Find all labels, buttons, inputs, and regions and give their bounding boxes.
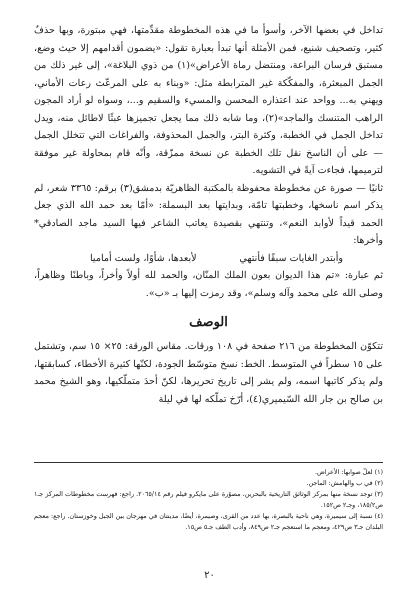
poem-verse <box>34 250 383 268</box>
description-paragraph: تتكوّن المخطوطة من ٢١٦ صفحة في ١٠٨ ورقات. مقاس الورقة: ٢٥× ١٥ سم، وتشتمل على ١٥ سطراً في المتوسط. الخط: نسخ متوسّط الجودة، لكنّها كثيرة الأخطاء، كسابقتها، ولم يذكر كاتبها اسمه، ولم يشر إلى تاريخ تحريرها، لكنّ أحدَ متملّكيها، وهو الشيخ محمد بن صالح بن جار الله السّيميري(٤)، أرّخ تملّكه لها في ليلة <box>34 341 383 405</box>
verse-first-hemistich: وأبتدر الغايات سبقًا فأنتهي <box>239 252 343 264</box>
closing-paragraph: ثم عبارة: «تم هذا الديوان بعون الملك المنّان، والحمد لله أولاً وأخراً، وباطنًا وظاهراً، وصلى الله على محمد وآله وسلم»، وقد رمزت إليها بـ «ب». <box>34 270 383 299</box>
verse-second-hemistich: لأبعدها، شأوًا، ولست أماميا <box>90 252 197 264</box>
footnotes <box>34 462 383 533</box>
page-number: ٢٠ <box>204 570 215 581</box>
intro-paragraph: تداخل في بعضها الآخر، وأسوأ ما في هذه المخطوطة مقدِّمتها، فهي مبتورة، وبها حذفٌ كثير، وتصحيف شنيع، فمن الأمثلة أنها تبدأ بعبارة تقول: «يضمون أقدامهم إلا حيث وضع، مستبق فرسان البراعة، ومنتضل رماة الأعراض»(١) من ذوي البلاغة»، إلى غير ذلك من الجمل المبعثرة، والمفكّكة غير المترابطة مثل: «وبناء به على المرعّث رعات الأماني، ويهني به... وواحد عند اعتذاره المحسن والمسيء والسقيم و...، وسواه لو أراد المجون الراهب المتنسك والماجد»(٢)، وما شابه ذلك مما يجعل تجميزها عبثًا لاطائل منه، ويدل تداخل الجمل في الخطبة، وكثرة البتر، والجمل المحذوفة، والفراغات التي تتخلل الجمل — على أن الناسخ نقل تلك الخطبة عن نسخة ممزّقة، وأنّه قام بمحاولة غير موفقة لترميمها، فجاءت آيةً في التشويه. <box>34 25 383 176</box>
footnote: (٢) في ب والهامش: الماجن. <box>306 479 383 487</box>
section-title: الوصف <box>189 315 228 330</box>
second-paragraph: ثانيًا — صورة عن مخطوطة محفوظة بالمكتبة الظاهريّة بدمشق(٣) برقم: ٣٣٦٥ شعر، لم يذكر اسم ناسخها، وخطبتها تامّة، وبدايتها بعد البسملة: «أمّا بعد حمد الله الذي جعل الحمد قيداً لأوابد النعم»، وتنتهي بقصيدة يعاتب الشاعر فيها السيد ماجد الصادقي* وأخرها: <box>34 182 384 246</box>
footnote: (٣) توجد نسخة منها بمركز الوثائق التاريخية بالبحرين، مصوّرة على مايكرو فيلم رقم ٢٠٦٥/١٤. راجع: فهرست مخطوطات المركز جـ١ ص١٨٥/٢، وجـ٢ ص١٥٢. <box>34 490 383 509</box>
footnote: (٤) نسبة إلى سيميرة، وهي ناحية بالبصرة، بها عدد من القرى، وصيمرة، أيضًا، مدينتان في مهرجان بين الجبل وخوزستان. راجع: معجم البلدان جـ٣ ص٤٢٩، ومعجم ما استعجم جـ٢ ص٨٤٩، وأدب الطف جـ٥ ص١٥. <box>34 512 383 531</box>
footnote: (١) لعلّ صوابها: الأعراض. <box>314 468 383 476</box>
